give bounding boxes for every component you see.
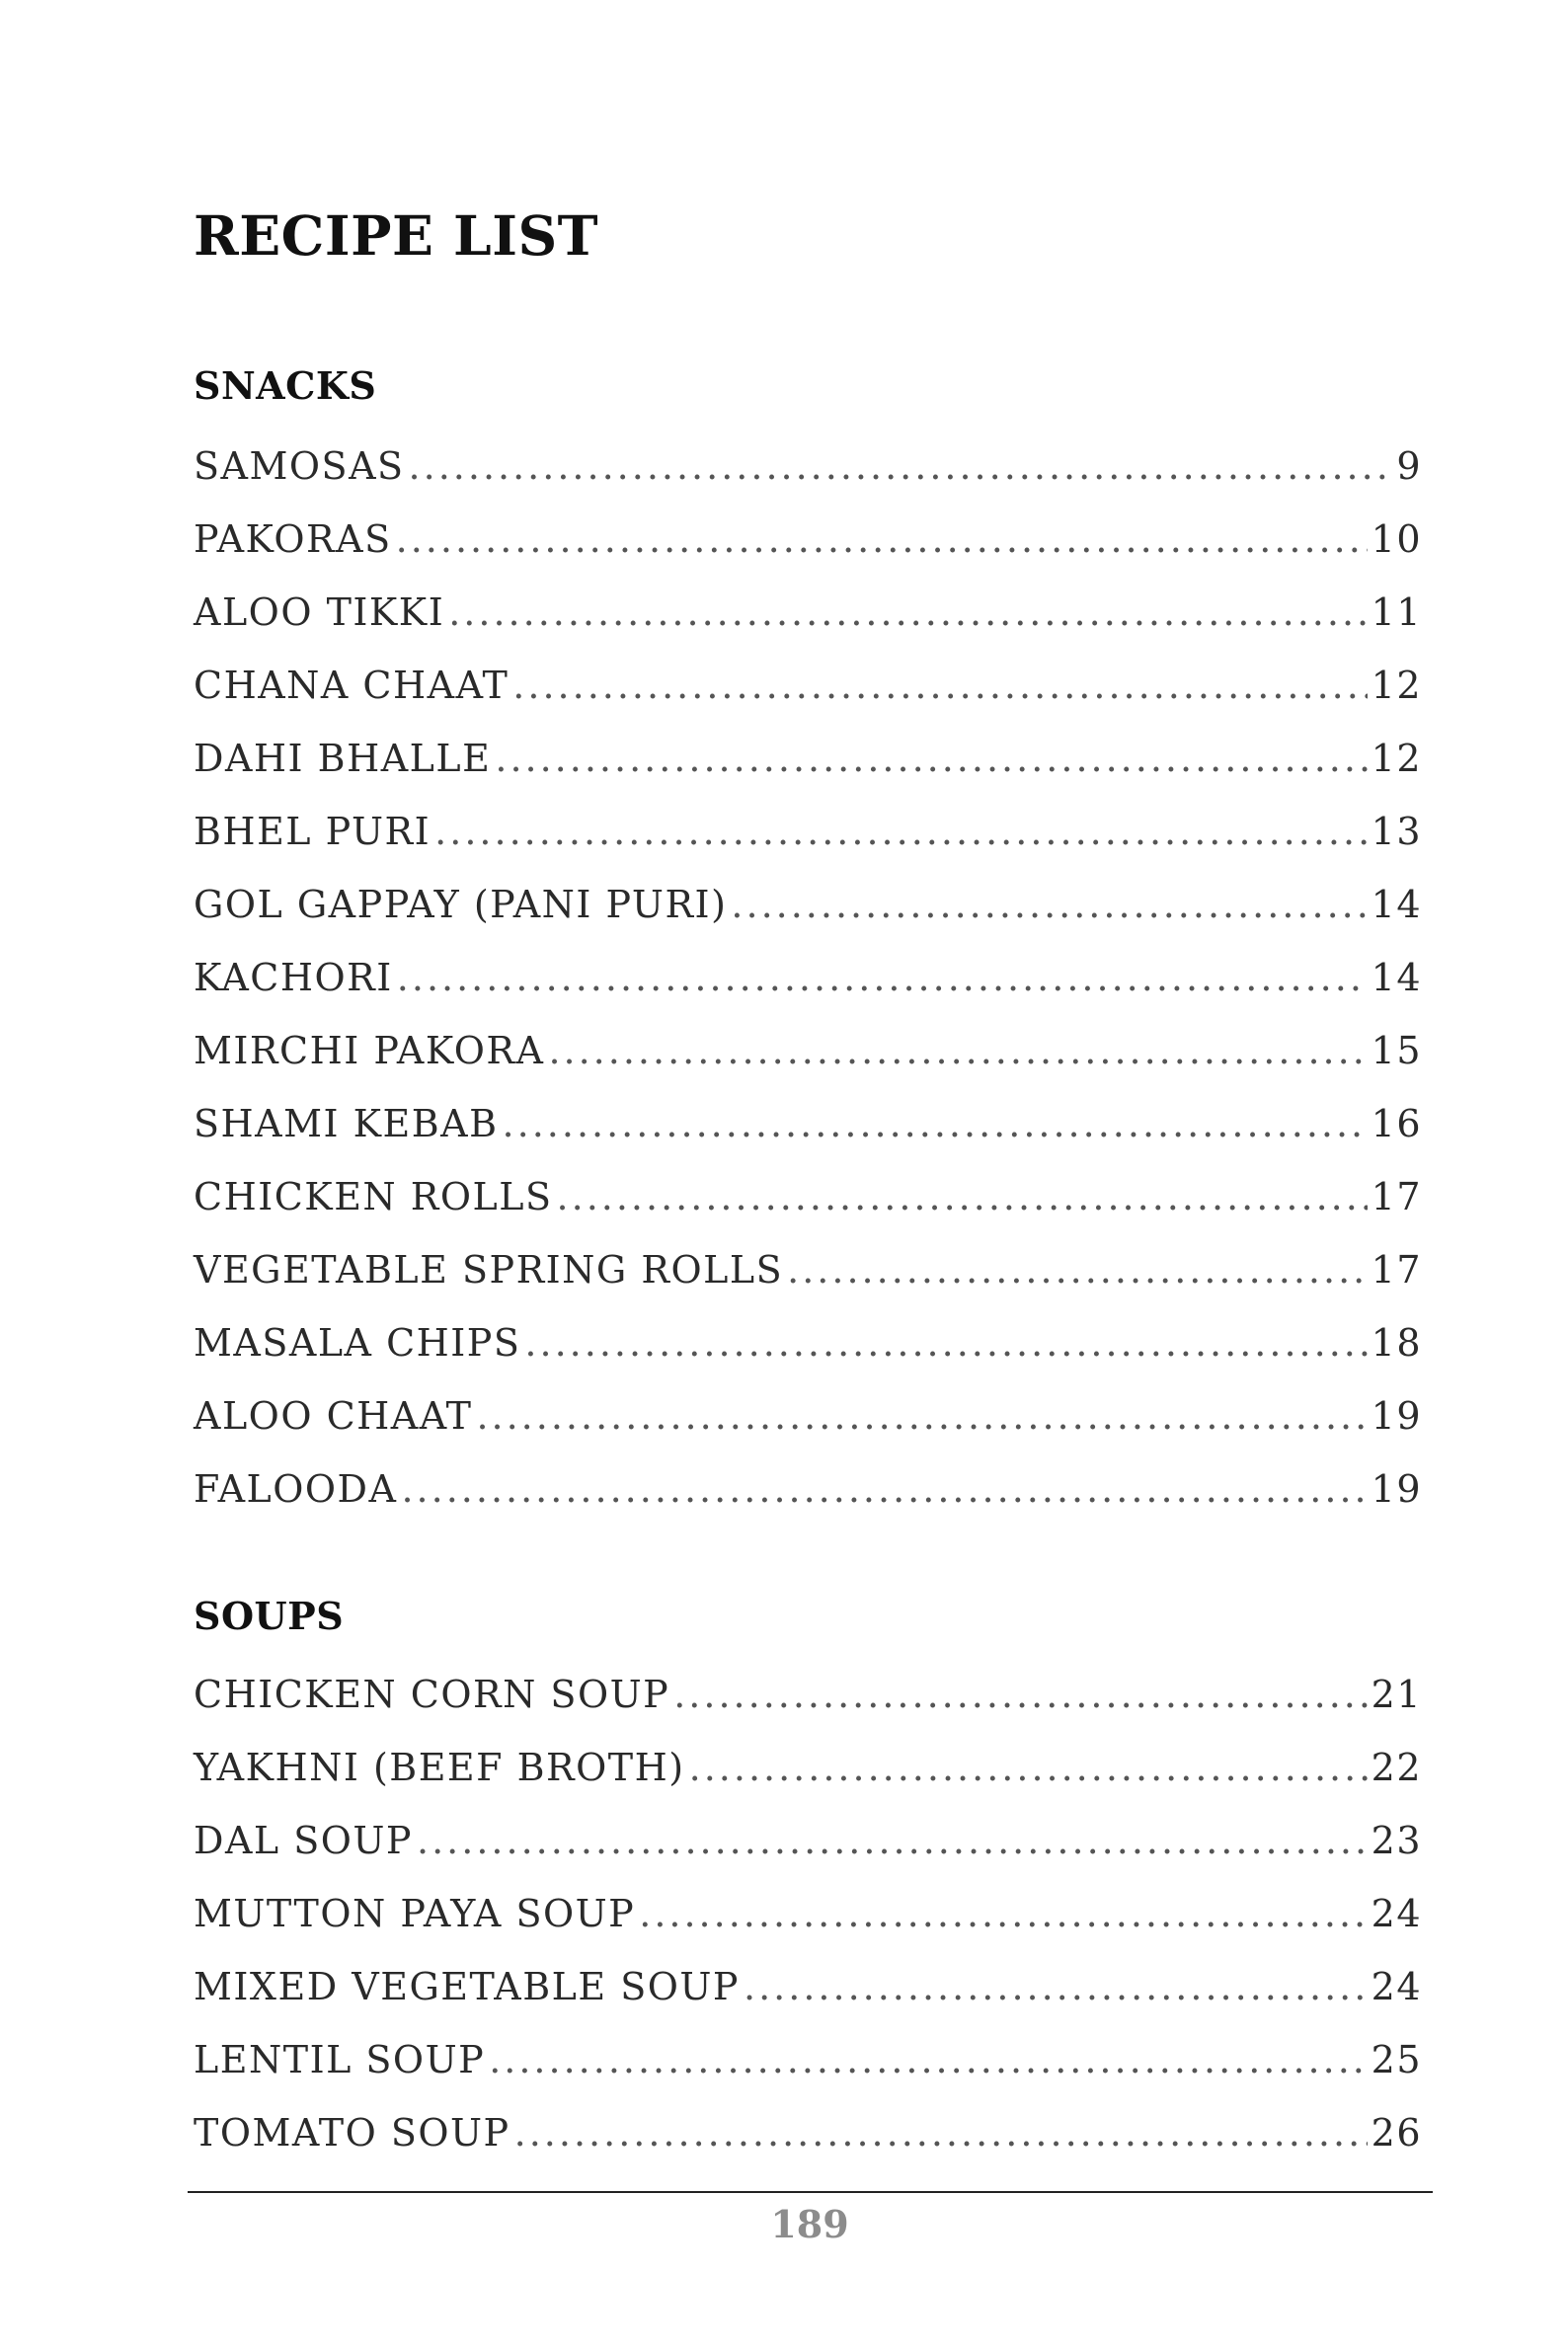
dot-leader (731, 883, 1367, 926)
toc-entry[interactable] (194, 810, 1422, 859)
toc-entry[interactable] (194, 883, 1422, 932)
entry-page-number: 17 (1371, 1175, 1422, 1218)
entry-page-number: 24 (1371, 1965, 1422, 2008)
entry-title: VEGETABLE SPRING ROLLS (194, 1248, 784, 1292)
entry-page-number: 9 (1396, 444, 1422, 488)
entry-title: MUTTON PAYA SOUP (194, 1892, 636, 1935)
entry-page-number: 22 (1371, 1746, 1422, 1789)
entry-page-number: 18 (1371, 1321, 1422, 1365)
entry-title: LENTIL SOUP (194, 2038, 486, 2081)
toc-entry[interactable] (194, 444, 1422, 494)
entry-title: TOMATO SOUP (194, 2111, 510, 2155)
entry-title: FALOODA (194, 1467, 398, 1511)
entry-page-number: 23 (1371, 1819, 1422, 1862)
entry-title: CHICKEN ROLLS (194, 1175, 553, 1218)
entry-title: MIXED VEGETABLE SOUP (194, 1965, 741, 2008)
toc-entry[interactable] (194, 1029, 1422, 1078)
toc-entry[interactable] (194, 590, 1422, 640)
dot-leader (787, 1248, 1368, 1292)
dot-leader (489, 2038, 1367, 2081)
page-title: RECIPE LIST (194, 203, 599, 268)
toc-entry[interactable] (194, 1673, 1422, 1722)
toc-entry[interactable] (194, 1892, 1422, 1941)
toc-entry[interactable] (194, 2111, 1422, 2160)
dot-leader (514, 2111, 1368, 2155)
dot-leader (417, 1819, 1368, 1862)
footer-page-number: 189 (770, 2202, 849, 2246)
section-heading-soups: SOUPS (194, 1594, 345, 1638)
entry-title: KACHORI (194, 956, 393, 999)
entry-page-number: 19 (1371, 1394, 1422, 1438)
toc-entry[interactable] (194, 1467, 1422, 1517)
entry-page-number: 12 (1371, 737, 1422, 780)
toc-entry[interactable] (194, 1819, 1422, 1868)
entry-page-number: 19 (1371, 1467, 1422, 1511)
dot-leader (744, 1965, 1368, 2008)
entry-title: MASALA CHIPS (194, 1321, 521, 1365)
dot-leader (548, 1029, 1367, 1072)
dot-leader (524, 1321, 1367, 1365)
dot-leader (639, 1892, 1367, 1935)
dot-leader (557, 1175, 1368, 1218)
entry-page-number: 14 (1371, 956, 1422, 999)
toc-entry[interactable] (194, 737, 1422, 786)
entry-page-number: 17 (1371, 1248, 1422, 1292)
entry-title: SHAMI KEBAB (194, 1102, 499, 1145)
dot-leader (434, 810, 1367, 853)
section-heading-snacks: SNACKS (194, 363, 377, 408)
entry-page-number: 21 (1371, 1673, 1422, 1716)
toc-entry[interactable] (194, 2038, 1422, 2087)
dot-leader (476, 1394, 1367, 1438)
dot-leader (512, 664, 1367, 707)
entry-page-number: 24 (1371, 1892, 1422, 1935)
entry-title: DAL SOUP (194, 1819, 414, 1862)
dot-leader (409, 444, 1393, 488)
toc-entry[interactable] (194, 1394, 1422, 1444)
dot-leader (689, 1746, 1368, 1789)
entry-page-number: 13 (1371, 810, 1422, 853)
entry-page-number: 15 (1371, 1029, 1422, 1072)
entry-title: CHANA CHAAT (194, 664, 510, 707)
entry-page-number: 26 (1371, 2111, 1422, 2155)
toc-entry[interactable] (194, 956, 1422, 1005)
entry-page-number: 14 (1371, 883, 1422, 926)
toc-entry[interactable] (194, 517, 1422, 567)
entry-title: GOL GAPPAY (PANI PURI) (194, 883, 728, 926)
dot-leader (396, 517, 1368, 561)
entry-title: ALOO CHAAT (194, 1394, 473, 1438)
toc-entry[interactable] (194, 1102, 1422, 1151)
entry-title: BHEL PURI (194, 810, 431, 853)
entry-title: DAHI BHALLE (194, 737, 492, 780)
entry-title: CHICKEN CORN SOUP (194, 1673, 670, 1716)
entry-title: SAMOSAS (194, 444, 405, 488)
toc-entry[interactable] (194, 1746, 1422, 1795)
dot-leader (495, 737, 1367, 780)
entry-title: PAKORAS (194, 517, 392, 561)
dot-leader (401, 1467, 1367, 1511)
toc-entry[interactable] (194, 664, 1422, 713)
dot-leader (503, 1102, 1368, 1145)
toc-entry[interactable] (194, 1965, 1422, 2014)
entry-page-number: 12 (1371, 664, 1422, 707)
entry-page-number: 25 (1371, 2038, 1422, 2081)
dot-leader (448, 590, 1367, 634)
entry-page-number: 16 (1371, 1102, 1422, 1145)
toc-entry[interactable] (194, 1248, 1422, 1297)
dot-leader (673, 1673, 1367, 1716)
entry-title: MIRCHI PAKORA (194, 1029, 545, 1072)
dot-leader (397, 956, 1368, 999)
entry-title: YAKHNI (BEEF BROTH) (194, 1746, 685, 1789)
footer-rule (188, 2191, 1433, 2193)
entry-title: ALOO TIKKI (194, 590, 445, 634)
entry-page-number: 11 (1371, 590, 1422, 634)
toc-entry[interactable] (194, 1321, 1422, 1371)
toc-entry[interactable] (194, 1175, 1422, 1224)
entry-page-number: 10 (1371, 517, 1422, 561)
